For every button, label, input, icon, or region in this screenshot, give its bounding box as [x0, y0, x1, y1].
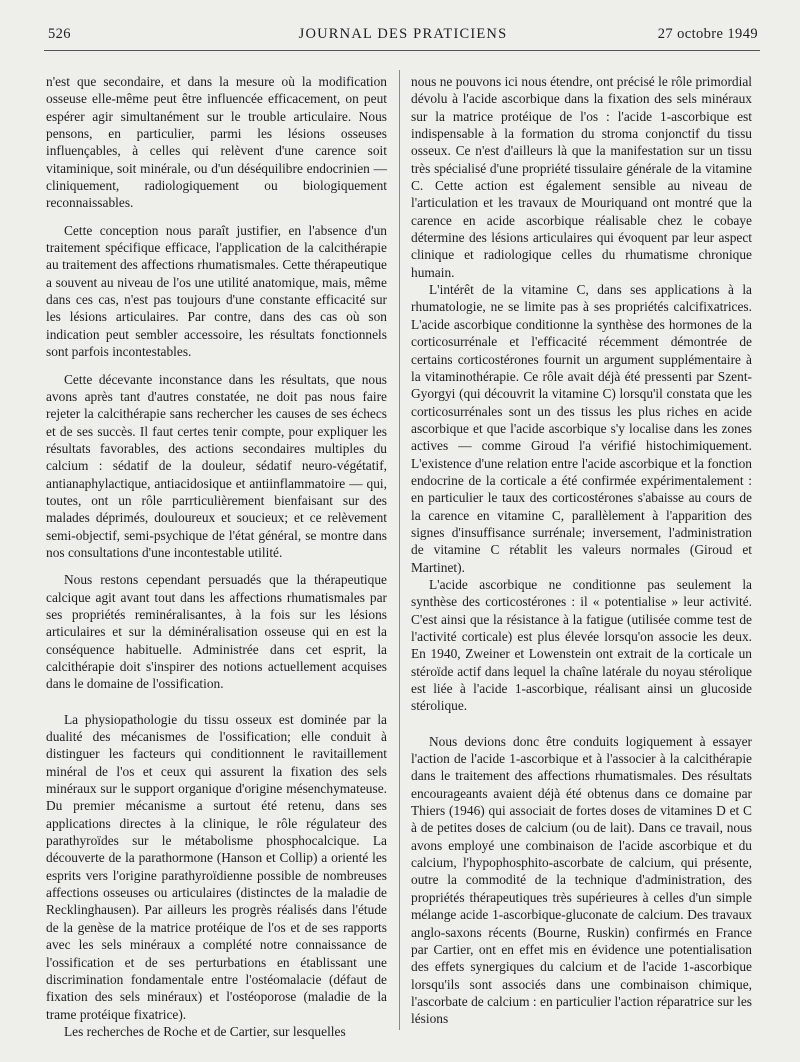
paragraph: Nous restons cependant persuadés que la thérapeutique calcique agit avant tout dans les affections rhumatismales par ses propriétés reminéralisantes, à la fois sur les lésions articulaires et sur la déminéralisation osseuse qui en est la conséquence habituelle. Administrée dans cet esprit, la calcithérapie doit s'inspirer des notions actuellement acquises dans le domaine de l'ossification. [46, 572, 387, 692]
column-divider [399, 70, 400, 1030]
paragraph: Cette conception nous paraît justifier, en l'absence d'un traitement spécifique efficace, l'application de la calcithérapie au traitement des affections rhumatismales. Cette thérapeutique a souvent au niveau de l'os une utilité anatomique, mais, même dans ces cas, n'est pas toujours d'une constante efficacité sur les lésions articulaires. Par contre, dans des cas où son indication peut sembler accessoire, les résultats fonctionnels sont parfois incontestables. [46, 222, 387, 360]
paragraph: n'est que secondaire, et dans la mesure où la modification osseuse elle-même peut être influencée efficacement, on peut espérer agir simultanément sur le trouble articulaire. Nous pensons, en particulier, parmi les lésions osseuses influençables, à celles qui relèvent d'une carence soit vitaminique, soit minérale, ou d'un déséquilibre endocrinien — cliniquement, radiologiquement ou biologiquement reconnaissables. [46, 74, 387, 211]
paragraph: nous ne pouvons ici nous étendre, ont précisé le rôle primordial dévolu à l'acide ascorbique dans la fixation des sels minéraux sur la matrice protéique de l'os : l'acide 1-ascorbique est indispensable à la formation du stroma conjonctif du tissu osseux. Ce n'est d'ailleurs là que la manifestation sur un tissu très spécialisé d'une propriété tissulaire générale de la vitamine C. Cette action est également sensible au niveau de l'articulation et les travaux de Mouriquand ont montré que la carence en acide ascorbique réalisable chez le cobaye détermine des lésions articulaires qui évoquent par leur aspect clinique et radiologique celles du rhumatisme chronique humain. [411, 74, 752, 280]
page-header [48, 26, 758, 48]
paragraph: Nous devions donc être conduits logiquement à essayer l'action de l'acide 1-ascorbique et à l'associer à la calcithérapie dans le traitement des affections rhumatismales. Des résultats encourageants avaient déjà été obtenus dans ce domaine par Thiers (1946) qui associait de fortes doses de vitamines D et C à de petites doses de calcium (ou de lait). Dans ce travail, nous avons employé une combinaison de l'acide ascorbique et du calcium, l'hypophosphito-ascorbate de calcium, qui présente, outre la commodité de la technique d'administration, des propriétés thérapeutiques très supérieures à celles d'un simple mélange acide 1-ascorbique-gluconate de calcium. Des travaux anglo-saxons récents (Bourne, Ruskin) confirmés en France par Cartier, ont en effet mis en évidence une potentialisation des effets synergiques du calcium et de l'acide 1-ascorbique lorsqu'ils sont associés dans une combinaison chimique, l'ascorbate de calcium : en particulier l'action réparatrice sur les lésions [411, 733, 752, 1027]
paragraph: Les recherches de Roche et de Cartier, sur lesquelles [64, 1023, 346, 1039]
header-rule [44, 50, 760, 51]
paragraph: Cette décevante inconstance dans les résultats, que nous avons après tant d'autres constatée, ne doit pas nous faire rejeter la calcithérapie sans rechercher les causes de ses échecs et de ses succès. Il faut certes tenir compte, pour expliquer les résultats favorables, des actions secondaires multiples du calcium : sédatif de la douleur, sédatif neuro-végétatif, antianaphylactique, antiacidosique et antiinflammatoire — qui, toutes, ont un rôle parrticulièrement bienfaisant sur des malades déprimés, douloureux et soucieux; et ce relèvement semi-objectif, semi-psychique de l'état général, se montre dans nos consultations d'une incontestable utilité. [46, 371, 387, 560]
paragraph: L'acide ascorbique ne conditionne pas seulement la synthèse des corticostérones : il « potentialise » leur activité. C'est ainsi que la résistance à la fatigue (utilisée comme test de l'activité corticale) est plus élevée lorsqu'on associe les deux. En 1940, Zweiner et Lowenstein ont extrait de la corticale un stéroïde actif dans lequel la chaîne latérale du noyau stérolique est liée à l'acide 1-ascorbique, réalisant ainsi un glucoside stérolique. [411, 576, 752, 714]
issue-date: 27 octobre 1949 [657, 26, 758, 42]
journal-title: JOURNAL DES PRATICIENS [298, 26, 508, 42]
paragraph: La physiopathologie du tissu osseux est dominée par la dualité des mécanismes de l'ossification; elle conduit à distinguer les facteurs qui conditionnent le ravitaillement minéral de l'os et ceux qui assurent la fixation des sels minéraux sur le support organique d'origine mésenchymateuse. Du premier mécanisme a surtout été retenu, dans ses applications directes à la clinique, le rôle régulateur des parathyroïdes sur le métabolisme phosphocalcique. La découverte de la parathormone (Hanson et Collip) a orienté les esprits vers l'origine parathyroïdienne possible de nombreuses affections osseuses ou articulaires (distinctes de la maladie de Recklinghausen). Par ailleurs les progrès réalisés dans l'étude de la genèse de la matrice protéique de l'os et de ses rapports avec les sels minéraux a complété notre connaissance de l'ossification et de ses perturbations en établissant une discrimination fondamentale entre l'ostéomalacie (défaut de fixation des sels minéraux) et l'ostéoporose (maladie de la trame protéique fixatrice). [46, 711, 387, 1022]
right-column [411, 73, 752, 1028]
left-column [46, 73, 387, 1040]
paragraph: L'intérêt de la vitamine C, dans ses applications à la rhumatologie, ne se limite pas à ses propriétés calcifixatrices. L'acide ascorbique conditionne la synthèse des hormones de la corticosurrénale et l'efficacité récemment démontrée de certains corticostérones fournit un argument supplémentaire à la vitaminothérapie. Ce rôle avait déjà été pressenti par Szent-Gyorgyi (qui découvrit la vitamine C) lorsqu'il constata que les corticosurrénales sont un des tissus les plus riches en acide ascorbique et que l'acide ascorbique s'y localise dans les zones actives — comme Giroud l'a vérifié histochimiquement. L'existence d'une relation entre l'acide ascorbique et la fonction endocrine de la corticale a été confirmée expérimentalement : en particulier le taux des corticostérones s'abaisse au cours de la carence en vitamine C, parallèlement à l'apparition des signes d'insuffisance surrénale; inversement, l'administration de vitamine C rétablit les valeurs normales (Giroud et Martinet). [411, 282, 752, 575]
page-number: 526 [48, 26, 71, 42]
